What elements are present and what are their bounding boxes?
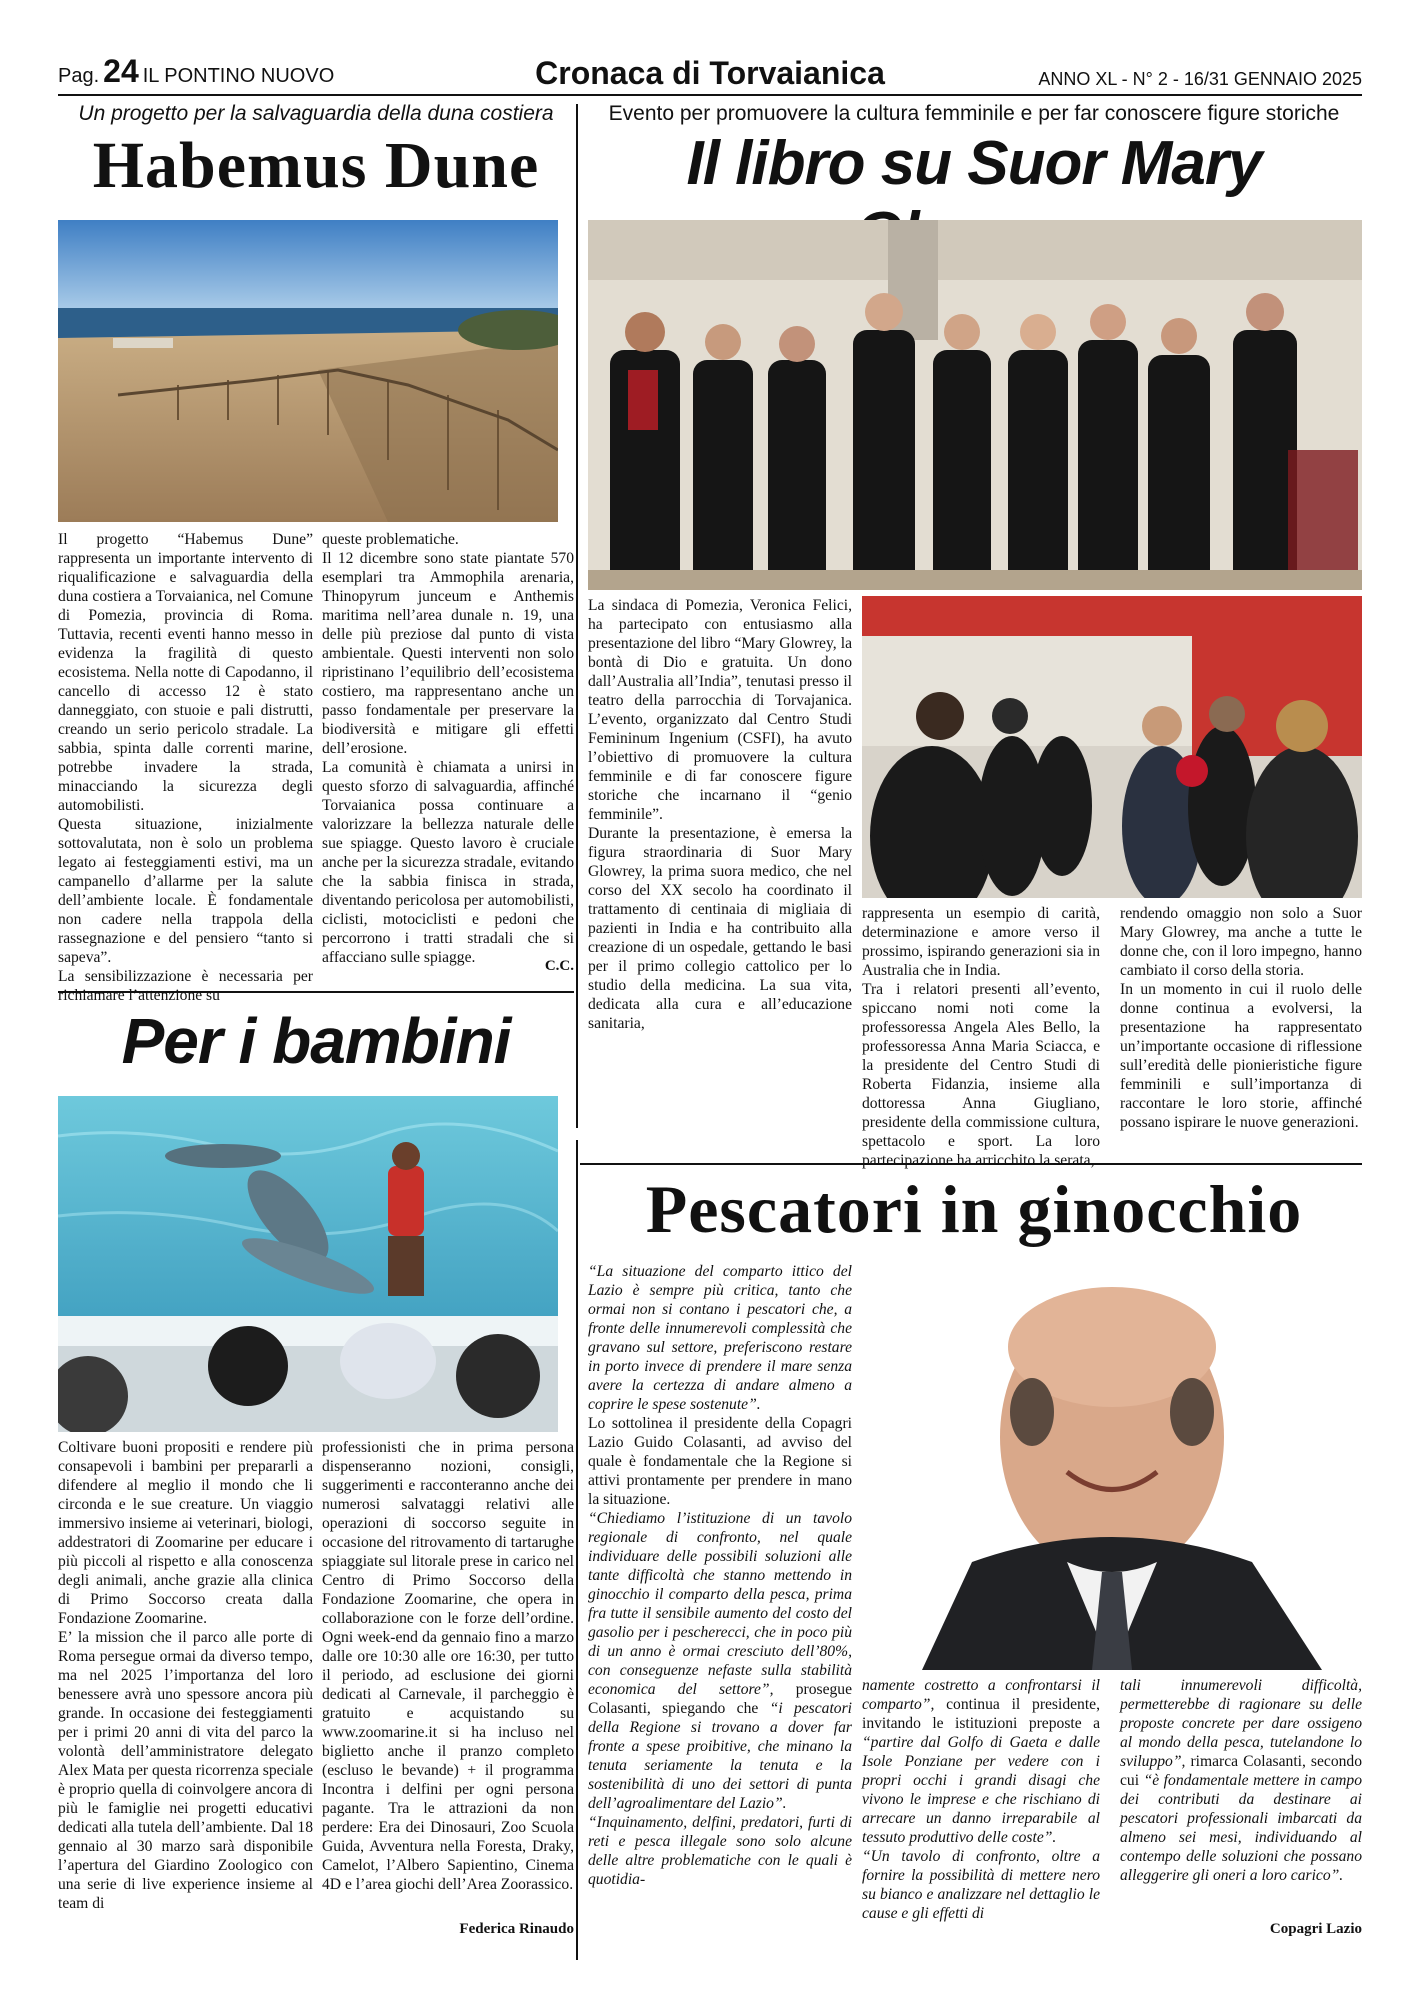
article-quote: tali innumerevoli difficoltà, permetterebbe di ragionare su delle proposte concrete per dare ossigeno al mondo della pesca, tutelandone lo sviluppo”, (1120, 1677, 1362, 1770)
article-signature: C.C. (544, 958, 574, 974)
section-title: Cronaca di Torvaianica (535, 55, 885, 91)
article-column (588, 1262, 852, 1889)
article-kicker: Evento per promuovere la cultura femminile e per far conoscere figure storiche (608, 102, 1340, 125)
article-paragraph: La comunità è chiamata a unirsi in questo sforzo di salvaguardia, affinché Torvaianica possa continuare a valorizzare la bellezza naturale delle sue spiagge. Questo lavoro è cruciale anche per la sicurezza stradale, evitando che la sabbia finisca in strada, diventando pericolosa per automobilisti, ciclisti, motociclisti e pedoni che percorrono i tratti stradali che si affacciano sulle spiagge. (322, 759, 574, 966)
article-paragraph: La sensibilizzazione è necessaria per richiamare l’attenzione su (58, 968, 313, 1004)
article-quote: “La situazione del comparto ittico del Lazio è sempre più critica, tanto che ormai non si contano i pescatori che, a fronte delle innumerevoli complessità che gravano sul settore, preferiscono restare in porto invece di prendere il mare senza avere la certezza di andare almeno a coprire le spese sostenute”. (588, 1263, 852, 1413)
article-paragraph: Questa situazione, inizialmente sottovalutata, non è solo un problema legato ai festeggiamenti estivi, ma un campanello d’allarme per la salute dell’ambiente locale. È fondamentale non cadere nella trappola della rassegnazione e del pensiero “tanto si sapeva”. (58, 816, 313, 966)
article-paragraph: E’ la mission che il parco alle porte di Roma persegue ormai da diverso tempo, ma nel 2025 l’importanza del loro benessere avrà uno spessore ancora più grande. In occasione dei festeggiamenti per i primi 20 anni di vita del parco la volontà dell’amministratore delegato Alex Mata per questa ricorrenza speciale è proprio quella di coinvolgere ancora di più le famiglie nei progetti educativi dedicati alla tutela dell’ambiente. Dal 18 gennaio al 30 marzo sarà disponibile l’apertura del Giardino Zoologico con una serie di live experience insieme al team di (58, 1629, 313, 1912)
article-paragraph: Il progetto “Habemus Dune” rappresenta un importante intervento di riqualificazione e salvaguardia della duna costiera a Torvaianica, nel Comune di Pomezia, provincia di Roma. Tuttavia, recenti eventi hanno messo in evidenza la fragilità di questo ecosistema. Nella notte di Capodanno, il cancello di accesso 12 è stato danneggiato, con stuoie e pali distrutti, creando un serio pericolo stradale. La sabbia, spinta dalle correnti marine, potrebbe invadere la strada, minacciando la sicurezza degli automobilisti. (58, 531, 313, 814)
column-divider (576, 1140, 578, 1960)
article-text: prosegue Colasanti, spiegando che (588, 1681, 853, 1717)
article-column (322, 530, 574, 967)
article-paragraph: rendendo omaggio non solo a Suor Mary Glowrey, ma anche a tutte le donne che, con il loro impegno, hanno cambiato il corso della storia. (1120, 905, 1362, 979)
article-column (588, 596, 852, 1033)
article-quote: “è fondamentale mettere in campo dei contributi da destinare ai pescatori professionali imbarcati da almeno sei mesi, individuando al contempo delle soluzioni che possano alleggerire gli oneri a loro carico”. (1120, 1772, 1362, 1884)
article-paragraph: Coltivare buoni propositi e rendere più consapevoli i bambini per prepararli a difendere al meglio il mondo che li circonda e le sue creature. Un viaggio immersivo insieme ai veterinari, biologi, addestratori di Zoomarine per educare i più piccoli al rispetto e alla conoscenza degli animali, anche grazie alla clinica di Primo Soccorso creata dalla Fondazione Zoomarine. (58, 1439, 313, 1627)
event-photo (862, 596, 1362, 898)
article-column (58, 1438, 313, 1913)
article-paragraph: professionisti che in prima persona dispenseranno nozioni, consigli, suggerimenti e racconteranno anche dei numerosi salvataggi relativi alle operazioni di soccorso seguite in occasione del ritrovamento di tartarughe spiaggiate sul litorale prese in carico nel Centro di Primo Soccorso della Fondazione Zoomarine, che opera in collaborazione con le forze dell’ordine. Ogni week-end da gennaio fino a marzo dalle ore 10:30 alle ore 16:30, per tutto il periodo, ad esclusione dei giorni dedicati al Carnevale, il parcheggio è gratuito e acquistando su www.zoomarine.it si ha incluso nel biglietto anche il pranzo completo (escluso le bevande) + il programma Incontra i delfini per ogni persona pagante. Tra le attrazioni da non perdere: Era dei Dinosauri, Zoo Scuola Guida, Avventura nella Foresta, Draky, Camelot, l’Albero Sapientino, Cinema 4D e l’area giochi dell’Area Zoorassico. (322, 1439, 574, 1893)
dune-beach-photo (58, 220, 558, 522)
article-paragraph: La sindaca di Pomezia, Veronica Felici, ha partecipato con entusiasmo alla presentazione del libro “Mary Glowrey, la bontà di Dio e gratuita. Un dono dall’Australia all’India”, tenutasi presso il teatro della parrocchia di Torvajanica. L’evento, organizzato dal Centro Studi Femininum Ingenium (CSFI), ha avuto l’obiettivo di promuovere la cultura femminile e di far conoscere figure storiche che incarnano il “genio femminile”. (588, 597, 852, 823)
article-paragraph: In un momento in cui il ruolo delle donne continua a evolversi, la presentazione ha rappresentato un’importante occasione di riflessione sull’eredità delle pionieristiche figure femminili e sull’importanza di raccontare le loro storie, affinché possano ispirare le nuove generazioni. (1120, 981, 1362, 1131)
column-divider (576, 104, 578, 1128)
article-headline: Il libro su Suor Mary (686, 129, 1262, 198)
article-paragraph: Durante la presentazione, è emersa la figura straordinaria di Suor Mary Glowrey, la prima suora medico, che nel corso del XX secolo ha coordinato il trattamento di centinaia di migliaia di pazienti in India e ha contribuito alla creazione di un ospedale, gettando le basi per il primo collegio cattolico per lo studio della medicina. La sua vita, dedicata alla cura e all’educazione sanitaria, (588, 825, 852, 1032)
article-headline: Habemus Dune (92, 129, 540, 202)
article-column (862, 904, 1100, 1170)
article-column (1120, 1676, 1362, 1885)
issue-info: ANNO XL - N° 2 - 16/31 GENNAIO 2025 (1038, 69, 1362, 89)
article-paragraph: rappresenta un esempio di carità, determinazione e amore verso il prossimo, ispirando generazioni sia in Australia che in India. (862, 905, 1100, 979)
article-text: rimarca Colasanti, secondo cui (1120, 1753, 1363, 1789)
article-paragraph: queste problematiche. (322, 531, 459, 548)
article-column (862, 1676, 1100, 1923)
article-quote: “Chiediamo l’istituzione di un tavolo regionale di confronto, nel quale individuare delle possibili soluzioni alle tante difficoltà che stanno mettendo in ginocchio il comparto della pesca, prima fra tutte il sensibile aumento del costo del gasolio per i pescherecci, che in poco più di un anno è ormai cresciuto dell’80%, con conseguenze nefaste sulla stabilità economica del settore”, (588, 1510, 852, 1698)
article-headline: Per i bambini (121, 1005, 511, 1077)
article-kicker: Un progetto per la salvaguardia della duna costiera (78, 102, 554, 125)
article-quote: “Un tavolo di confronto, oltre a fornire la possibilità di mettere nero su bianco e analizzare nel dettaglio le cause e gli effetti di (862, 1848, 1100, 1922)
article-text: continua il presidente, invitando le istituzioni preposte a (862, 1696, 1101, 1732)
article-column (1120, 904, 1362, 1132)
article-quote: “i pescatori della Regione si trovano a dover far fronte a spese proibitive, che minano la tenuta seriamente la tenuta e la sostenibilità di uno dei settori di punta dell’agroalimentare del Lazio”. (588, 1700, 852, 1812)
article-quote: namente costretto a confrontarsi il comparto”, (862, 1677, 1100, 1713)
article-paragraph: Tra i relatori presenti all’evento, spiccano nomi noti come la professoressa Angela Ales Bello, la professoressa Anna Maria Sciacca, e la presidente del Centro Studi di Roberta Fidanzia, insieme alla dottoressa Anna Giugliano, presidente della commissione cultura, spettacolo e sport. La loro partecipazione ha arricchito la serata, (862, 981, 1100, 1169)
article-headline: Pescatori in ginocchio (645, 1171, 1303, 1247)
group-photo (588, 220, 1362, 590)
article-signature: Copagri Lazio (1269, 1921, 1362, 1937)
article-column (322, 1438, 574, 1894)
article-quote: “partire dal Golfo di Gaeta e dalle Isole Ponziane per vedere con i propri occhi i grandi disagi che vivono le imprese e che rischiano di arrecare un danno irreparabile al tessuto produttivo delle coste”. (862, 1734, 1100, 1846)
article-quote: “Inquinamento, delfini, predatori, furti di reti e pesca illegale sono solo alcune delle altre problematiche con le quali è quotidia- (588, 1814, 852, 1888)
article-column (58, 530, 313, 1005)
article-paragraph: Lo sottolinea il presidente della Copagri Lazio Guido Colasanti, ad avviso del quale è fondamentale che la Regione si attivi prontamente per prendere in mano la situazione. (588, 1415, 852, 1508)
article-paragraph: Il 12 dicembre sono state piantate 570 esemplari tra Ammophila arenaria, Thinopyrum junceum e Anthemis maritima nell’area dunale n. 19, una delle più preziose dal punto di vista ambientale. Questi interventi non solo ripristinano l’equilibrio dell’ecosistema costiero, ma rappresentano anche un passo fondamentale per preservare la biodiversità e mitigare gli effetti dell’erosione. (322, 550, 574, 757)
page-number: 24 (103, 53, 139, 89)
page-label: Pag. (58, 65, 100, 87)
portrait-photo (862, 1262, 1362, 1670)
dolphin-pool-photo (58, 1096, 558, 1432)
article-signature: Federica Rinaudo (459, 1921, 574, 1937)
page-header (58, 53, 1362, 96)
newspaper-name: IL PONTINO NUOVO (142, 65, 335, 87)
